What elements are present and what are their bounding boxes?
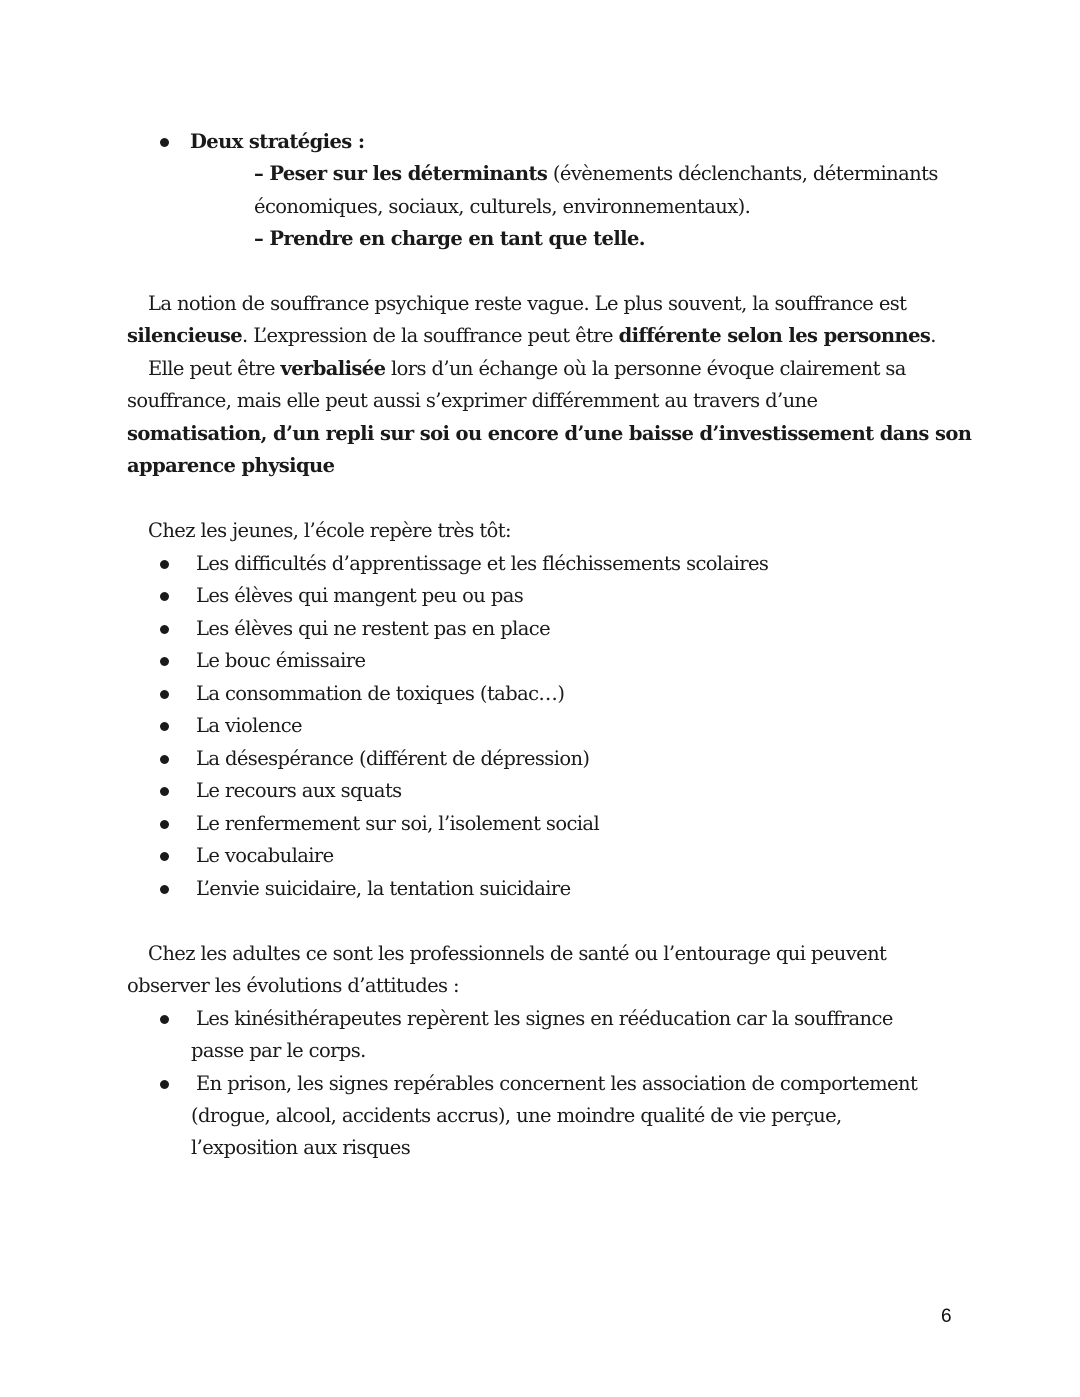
paragraph-line: souffrance, mais elle peut aussi s’exprimer différemment au travers d’une xyxy=(127,389,818,412)
list-item: Les élèves qui mangent peu ou pas xyxy=(196,584,524,607)
list-item-cont: l’exposition aux risques xyxy=(191,1136,411,1159)
adults-intro-cont: observer les évolutions d’attitudes : xyxy=(127,974,460,997)
strategy-item-1 xyxy=(254,158,938,190)
bullet-icon xyxy=(160,560,169,569)
list-item-cont: (drogue, alcool, accidents accrus), une moindre qualité de vie perçue, xyxy=(191,1104,842,1127)
text: lors d’un échange où la personne évoque clairement sa xyxy=(385,357,906,380)
list-item: Les élèves qui ne restent pas en place xyxy=(196,617,551,640)
bold-text: somatisation, d’un repli sur soi ou encore d’une baisse d’investissement dans son xyxy=(127,422,972,445)
strategy-item-1-cont: économiques, sociaux, culturels, environnementaux). xyxy=(254,195,751,218)
list-item: Les kinésithérapeutes repèrent les signes en rééducation car la souffrance xyxy=(196,1007,893,1030)
list-item: Le vocabulaire xyxy=(196,844,334,867)
list-item: Les difficultés d’apprentissage et les fléchissements scolaires xyxy=(196,552,769,575)
bullet-icon xyxy=(160,885,169,894)
strategy-1-text: (évènements déclenchants, déterminants xyxy=(547,162,938,185)
text: . L’expression de la souffrance peut être xyxy=(242,324,619,347)
list-item: En prison, les signes repérables concernent les association de comportement xyxy=(196,1072,918,1095)
bullet-icon xyxy=(160,1015,169,1024)
bullet-icon xyxy=(160,755,169,764)
bold-text: différente selon les personnes xyxy=(618,324,931,347)
list-item: Le bouc émissaire xyxy=(196,649,366,672)
bullet-icon xyxy=(160,1080,169,1089)
bullet-icon xyxy=(160,690,169,699)
bullet-icon xyxy=(160,820,169,829)
bold-text: silencieuse xyxy=(127,324,243,347)
bullet-icon xyxy=(160,138,169,147)
list-item: La violence xyxy=(196,714,302,737)
list-item-cont: passe par le corps. xyxy=(191,1039,366,1062)
adults-intro: Chez les adultes ce sont les professionnels de santé ou l’entourage qui peuvent xyxy=(148,942,887,965)
bold-text: apparence physique xyxy=(127,454,335,477)
bullet-icon xyxy=(160,722,169,731)
paragraph-line: La notion de souffrance psychique reste vague. Le plus souvent, la souffrance est xyxy=(148,292,907,315)
strategy-item-2 xyxy=(254,223,645,255)
youth-intro: Chez les jeunes, l’école repère très tôt: xyxy=(148,519,511,542)
text: . xyxy=(930,324,936,347)
text: Elle peut être xyxy=(148,357,281,380)
list-item: Le renfermement sur soi, l’isolement social xyxy=(196,812,600,835)
bullet-icon xyxy=(160,787,169,796)
bullet-icon xyxy=(160,657,169,666)
list-item: La désespérance (différent de dépression) xyxy=(196,747,590,770)
bullet-icon xyxy=(160,852,169,861)
bullet-icon xyxy=(160,625,169,634)
paragraph-line xyxy=(148,353,906,385)
page-number: 6 xyxy=(941,1306,951,1327)
paragraph-line xyxy=(127,418,971,450)
paragraph-line xyxy=(127,450,334,482)
strategy-1-bold: – Peser sur les déterminants xyxy=(254,162,548,185)
list-item: Le recours aux squats xyxy=(196,779,402,802)
bold-text: verbalisée xyxy=(280,357,386,380)
list-item: L’envie suicidaire, la tentation suicidaire xyxy=(196,877,571,900)
list-item: La consommation de toxiques (tabac…) xyxy=(196,682,565,705)
strategy-2-bold: – Prendre en charge en tant que telle. xyxy=(254,227,645,250)
paragraph-line xyxy=(127,320,936,352)
strategies-heading-text: Deux stratégies : xyxy=(190,130,365,153)
strategies-heading xyxy=(190,126,364,158)
bullet-icon xyxy=(160,592,169,601)
